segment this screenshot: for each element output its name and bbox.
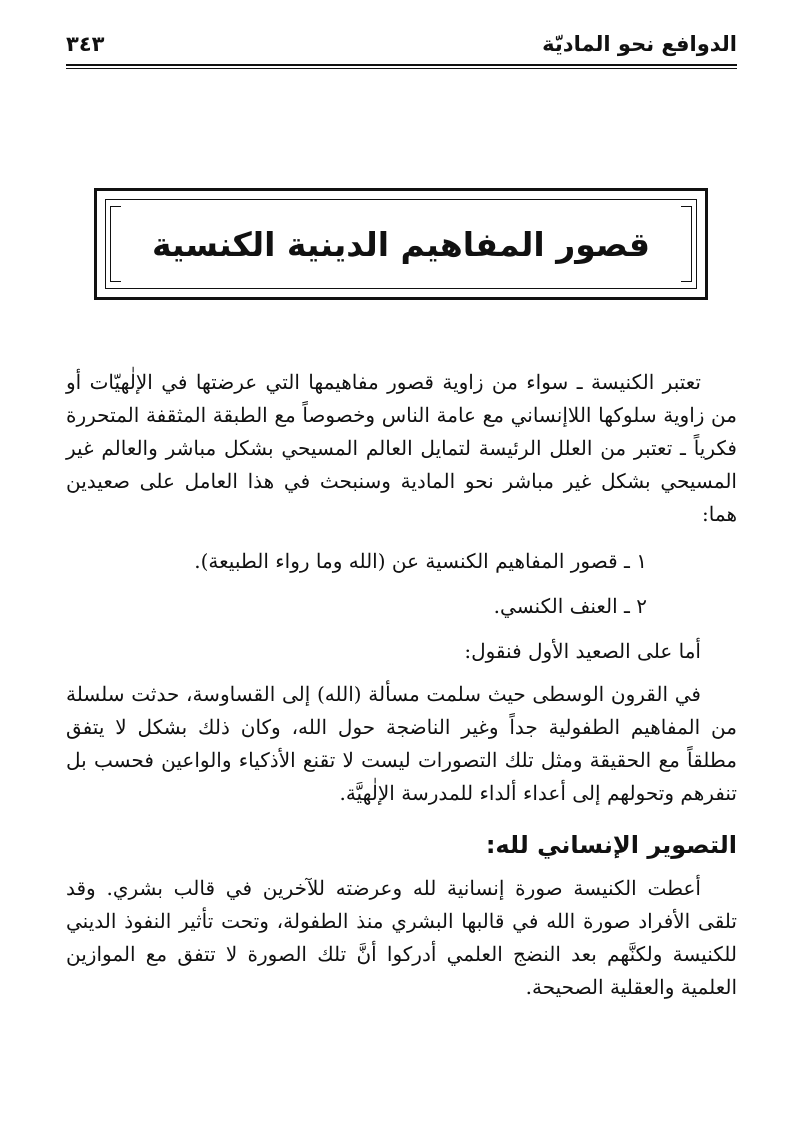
intro-paragraph: تعتبر الكنيسة ـ سواء من زاوية قصور مفاهيمها التي عرضتها في الإلٰهيّات أو من زاوية سلوكها اللاإنساني مع عامة الناس وخصوصاً مع الطبقة المثقفة المتحررة فكرياً ـ تعتبر من العلل الرئيسة لتمايل العالم المسيحي بشكل مباشر والعالم غير المسيحي بشكل غير مباشر نحو المادية وسنبحث في هذا العامل على صعيدين هما: <box>66 370 737 526</box>
chapter-title: الدوافع نحو الماديّة <box>542 32 737 56</box>
header-rule <box>66 64 737 66</box>
header-rule-thin <box>66 68 737 69</box>
list-item-1: ١ ـ قصور المفاهيم الكنسية عن (الله وما رواء الطبيعة). <box>194 549 647 573</box>
section-heading: التصوير الإنساني لله: <box>485 831 737 859</box>
page-number: ٣٤٣ <box>66 32 105 56</box>
human-image-paragraph: أعطت الكنيسة صورة إنسانية لله وعرضته للآخرين في قالب بشري. وقد تلقى الأفراد صورة الله في قالبها البشري منذ الطفولة، وتحت تأثير النفوذ الديني للكنيسة ولكنَّهم بعد النضج العلمي أدركوا أنَّ تلك الصورة لا تتفق مع الموازين العلمية والعقلية الصحيحة. <box>66 876 737 999</box>
page-header <box>66 26 737 62</box>
section-title: قصور المفاهيم الدينية الكنسية <box>152 224 651 264</box>
title-frame-inner <box>105 199 697 289</box>
middle-ages-paragraph: في القرون الوسطى حيث سلمت مسألة (الله) إلى القساوسة، حدثت سلسلة من المفاهيم الطفولية جداً وغير الناضجة حول الله، وكان ذلك بشكل لا يتفق مطلقاً مع الحقيقة ومثل تلك التصورات ليست لا تقنع الأذكياء والواعين فحسب بل تنفرهم وتحولهم إلى أعداء ألداء للمدرسة الإلٰهيَّة. <box>66 682 737 805</box>
body-text <box>66 366 737 1004</box>
first-level-intro: أما على الصعيد الأول فنقول: <box>464 639 701 663</box>
list-item-2: ٢ ـ العنف الكنسي. <box>493 594 647 618</box>
title-frame <box>94 188 708 300</box>
